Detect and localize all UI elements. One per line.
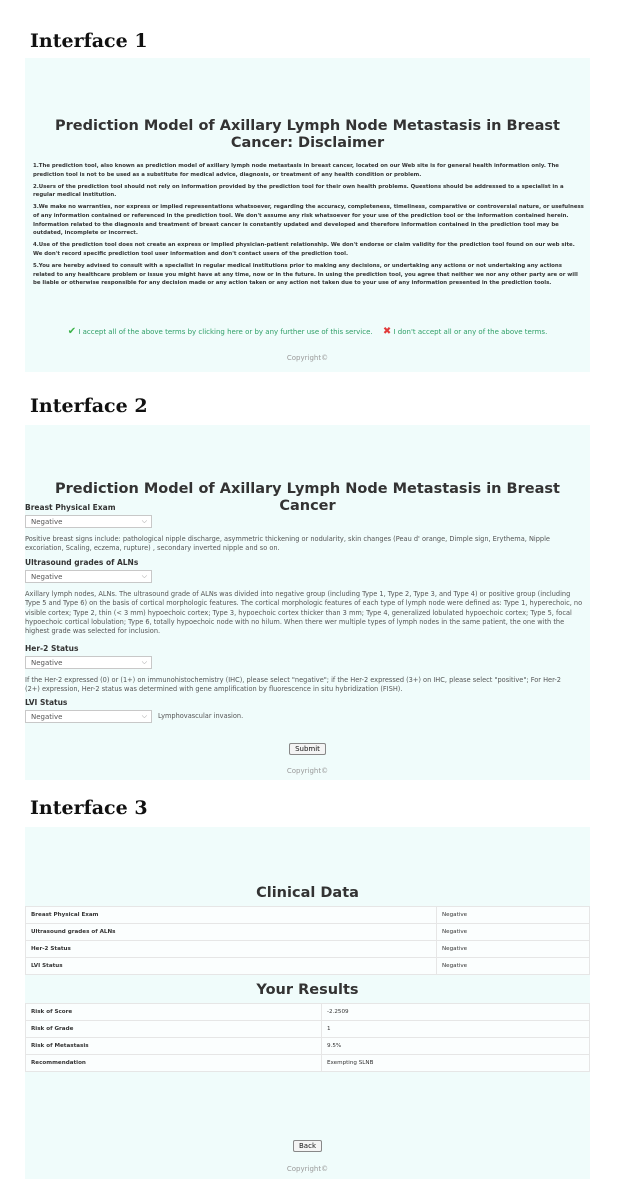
row-key: Breast Physical Exam [26, 907, 437, 924]
back-button[interactable]: Back [293, 1140, 322, 1152]
submit-button[interactable]: Submit [289, 743, 326, 755]
chevron-down-icon: ⌵ [141, 712, 147, 720]
row-value: Negative [437, 958, 590, 975]
disclaimer-paragraph: 5.You are hereby advised to consult with a specialist in regular medical institutions prior to making any decisions, or undertaking any actions or not undertaking any actions related to any healthcare problem or issue you might have at any time, now or in the future. In using the prediction tool, you agree that neither we nor any other party are or will be liable or otherwise responsible for any decision made or any action taken or any action not taken due to your use of any information presented in the prediction tools. [33, 262, 578, 287]
disclaimer-paragraph: 3.We make no warranties, nor express or implied representations whatsoever, regarding the accuracy, completeness, timeliness, comparative or controversial nature, or usefulness of any information contained or referenced in the prediction tool. We don't assume any risk whatsoever for your use of the prediction tool or the information contained herein. Information related to the diagnosis and treatment of breast cancer is constantly updated and developed and therefore information contained in the prediction tool may be outdated, incomplete or incorrect. [33, 204, 584, 237]
her2-status-select[interactable] [25, 656, 152, 669]
row-value: 1 [322, 1021, 590, 1038]
table-row [26, 1055, 590, 1072]
field-note: Lymphovascular invasion. [158, 711, 244, 720]
row-value: Exempting SLNB [322, 1055, 590, 1072]
field-note: Positive breast signs include: pathological nipple discharge, asymmetric thickening or nodularity, skin changes (Peau d' orange, Dimple sign, Erythema, Nipple excoriation, Scaling, eczema, rupture) , secondary inverted nipple and so on. [25, 535, 550, 553]
disclaimer-title: Prediction Model of Axillary Lymph Node Metastasis in Breast Cancer: Disclaimer [55, 118, 560, 151]
row-key: Ultrasound grades of ALNs [26, 924, 437, 941]
field-note: If the Her-2 expressed (0) or (1+) on immunohistochemistry (IHC), please select "negative"; if the Her-2 expressed (3+) on IHC, please select "positive"; For Her-2 (2+) expression, Her-2 status was determined with gene amplification by fluorescence in situ hybridization (FISH). [25, 676, 561, 694]
your-results-title: Your Results [256, 982, 359, 998]
results-panel [25, 827, 590, 1179]
terms-choice-row [25, 326, 590, 337]
field-ultrasound-grades [25, 558, 590, 636]
field-breast-physical-exam [25, 503, 590, 554]
disclaimer-paragraph: 4.Use of the prediction tool does not create an express or implied physician-patient relationship. We don't endorse or claim validity for the prediction tool found on our web site. We don't record specific prediction tool user information and don't contact users of the prediction tool. [33, 242, 575, 257]
table-row [26, 941, 590, 958]
interface-3-heading: Interface 3 [30, 797, 148, 819]
select-value: Negative [31, 573, 63, 581]
row-value: Negative [437, 941, 590, 958]
field-label: LVI Status [25, 698, 68, 707]
form-title: Prediction Model of Axillary Lymph Node Metastasis in Breast Cancer [55, 481, 560, 514]
row-key: Risk of Score [26, 1004, 322, 1021]
table-row [26, 924, 590, 941]
copyright-text: Copyright© [286, 1165, 329, 1173]
accept-terms-label: I accept all of the above terms by clicking here or by any further use of this service. [78, 328, 373, 336]
checkmark-icon: ✔ [67, 326, 77, 337]
field-label: Her-2 Status [25, 644, 79, 653]
field-label: Breast Physical Exam [25, 503, 116, 512]
select-value: Negative [31, 518, 63, 526]
accept-terms-link[interactable] [68, 328, 375, 336]
row-key: Recommendation [26, 1055, 322, 1072]
select-value: Negative [31, 659, 63, 667]
chevron-down-icon: ⌵ [141, 572, 147, 580]
decline-terms-link[interactable] [383, 328, 547, 336]
table-row [26, 1038, 590, 1055]
row-key: LVI Status [26, 958, 437, 975]
disclaimer-paragraph: 1.The prediction tool, also known as prediction model of axillary lymph node metastasis in breast cancer, located on our Web site is for general health information only. The prediction tool is not to be used as a substitute for medical advice, diagnosis, or treatment of any health condition or problem. [33, 163, 559, 178]
disclaimer-text [33, 162, 585, 291]
row-value: Negative [437, 924, 590, 941]
row-key: Her-2 Status [26, 941, 437, 958]
table-row [26, 1021, 590, 1038]
field-her2-status [25, 644, 590, 695]
copyright-text: Copyright© [286, 354, 329, 362]
disclaimer-paragraph: 2.Users of the prediction tool should not rely on information provided by the prediction tool for their own health problems. Questions should be addressed to a specialist in a regular medical institution. [33, 183, 564, 199]
row-value: -2.2509 [322, 1004, 590, 1021]
table-row [26, 1004, 590, 1021]
table-row [26, 907, 590, 924]
interface-2-heading: Interface 2 [30, 395, 148, 417]
field-label: Ultrasound grades of ALNs [25, 558, 139, 567]
results-table [25, 1003, 590, 1072]
select-value: Negative [31, 713, 63, 721]
lvi-status-select[interactable] [25, 710, 152, 723]
chevron-down-icon: ⌵ [141, 658, 147, 666]
field-lvi-status [25, 698, 590, 723]
chevron-down-icon: ⌵ [141, 517, 147, 525]
breast-physical-exam-select[interactable] [25, 515, 152, 528]
row-value: 9.5% [322, 1038, 590, 1055]
row-key: Risk of Metastasis [26, 1038, 322, 1055]
table-row [26, 958, 590, 975]
clinical-data-table [25, 906, 590, 975]
disclaimer-panel [25, 58, 590, 372]
interface-1-heading: Interface 1 [30, 30, 148, 52]
clinical-data-title: Clinical Data [256, 885, 359, 901]
decline-terms-label: I don't accept all or any of the above terms. [393, 328, 548, 336]
ultrasound-grades-select[interactable] [25, 570, 152, 583]
row-key: Risk of Grade [26, 1021, 322, 1038]
field-note: Axillary lymph nodes, ALNs. The ultrasound grade of ALNs was divided into negative group (including Type 1, Type 2, Type 3, and Type 4) or positive group (including Type 5 and Type 6) on the basis of cortical morphologic features. The cortical morphologic features of each type of lymph node were defined as: Type 1, hyperechoic, no visible cortex; Type 2, thin (< 3 mm) hypoechoic cortex; Type 3, hypoechoic cortex thicker than 3 mm; Type 4, generalized lobulated hypoechoic cortex; Type 5, focal hypoechoic cortical lobulation; Type 6, totally hypoechoic node with no hilum. When there wer multiple types of lymph nodes in the same patient, the one with the highest grade was selected for inclusion. [25, 590, 583, 636]
prediction-form-panel [25, 425, 590, 780]
copyright-text: Copyright© [286, 767, 329, 775]
cross-icon: ✖ [382, 326, 392, 337]
row-value: Negative [437, 907, 590, 924]
